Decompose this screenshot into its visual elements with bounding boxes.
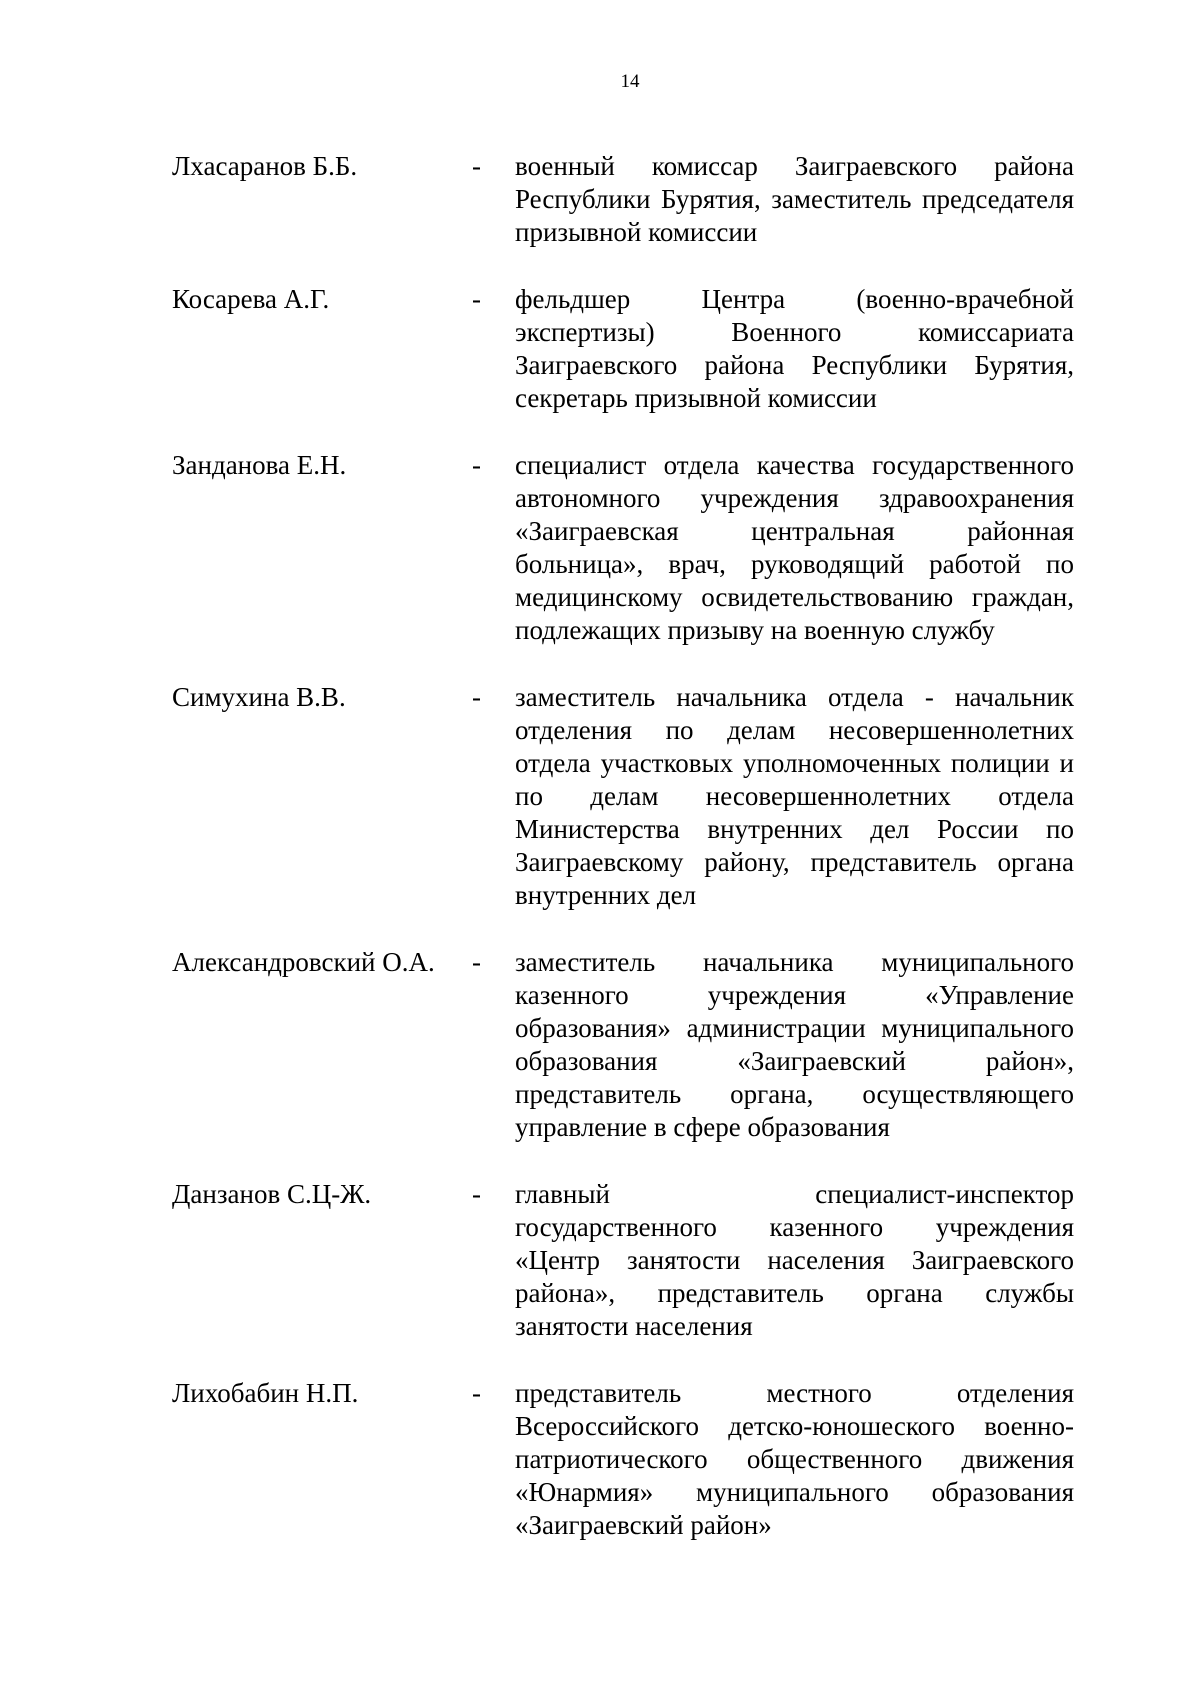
member-role: военный комиссар Заиграевского района Республики Бурятия, заместитель председателя призывной комиссии (515, 151, 1074, 247)
member-row (172, 449, 1092, 647)
member-dash: - (472, 450, 481, 480)
member-row (172, 150, 1092, 249)
member-dash: - (472, 947, 481, 977)
member-dash: - (472, 682, 481, 712)
member-row (172, 1178, 1092, 1343)
member-name: Симухина В.В. (172, 682, 346, 712)
member-name: Лхасаранов Б.Б. (172, 151, 358, 181)
member-row (172, 283, 1092, 415)
member-name: Данзанов С.Ц-Ж. (172, 1179, 372, 1209)
member-role: заместитель начальника отдела - начальник отделения по делам несовершеннолетних отдела участковых уполномоченных полиции и по делам несовершеннолетних отдела Министерства внутренних дел России по Заиграевскому району, представитель органа внутренних дел (515, 682, 1074, 910)
member-name: Занданова Е.Н. (172, 450, 347, 480)
member-role: представитель местного отделения Всероссийского детско-юношеского военно-патриотического общественного движения «Юнармия» муниципального образования «Заиграевский район» (515, 1378, 1074, 1540)
member-row (172, 946, 1092, 1144)
member-row (172, 1377, 1092, 1542)
member-name: Александровский О.А. (172, 947, 435, 977)
page-number: 14 (620, 71, 640, 92)
member-role: специалист отдела качества государственного автономного учреждения здравоохранения «Заиграевская центральная районная больница», врач, руководящий работой по медицинскому освидетельствованию граждан, подлежащих призыву на военную службу (515, 450, 1074, 645)
member-dash: - (472, 1378, 481, 1408)
member-name: Лихобабин Н.П. (172, 1378, 359, 1408)
member-name: Косарева А.Г. (172, 284, 330, 314)
member-role: главный специалист-инспектор государственного казенного учреждения «Центр занятости населения Заиграевского района», представитель органа службы занятости населения (515, 1179, 1074, 1341)
commission-members-list (172, 150, 1092, 1576)
member-dash: - (472, 1179, 481, 1209)
member-role: фельдшер Центра (военно-врачебной экспертизы) Военного комиссариата Заиграевского района Республики Бурятия, секретарь призывной комиссии (515, 284, 1074, 413)
member-role: заместитель начальника муниципального казенного учреждения «Управление образования» администрации муниципального образования «Заиграевский район», представитель органа, осуществляющего управление в сфере образования (515, 947, 1074, 1142)
member-dash: - (472, 151, 481, 181)
member-row (172, 681, 1092, 912)
member-dash: - (472, 284, 481, 314)
